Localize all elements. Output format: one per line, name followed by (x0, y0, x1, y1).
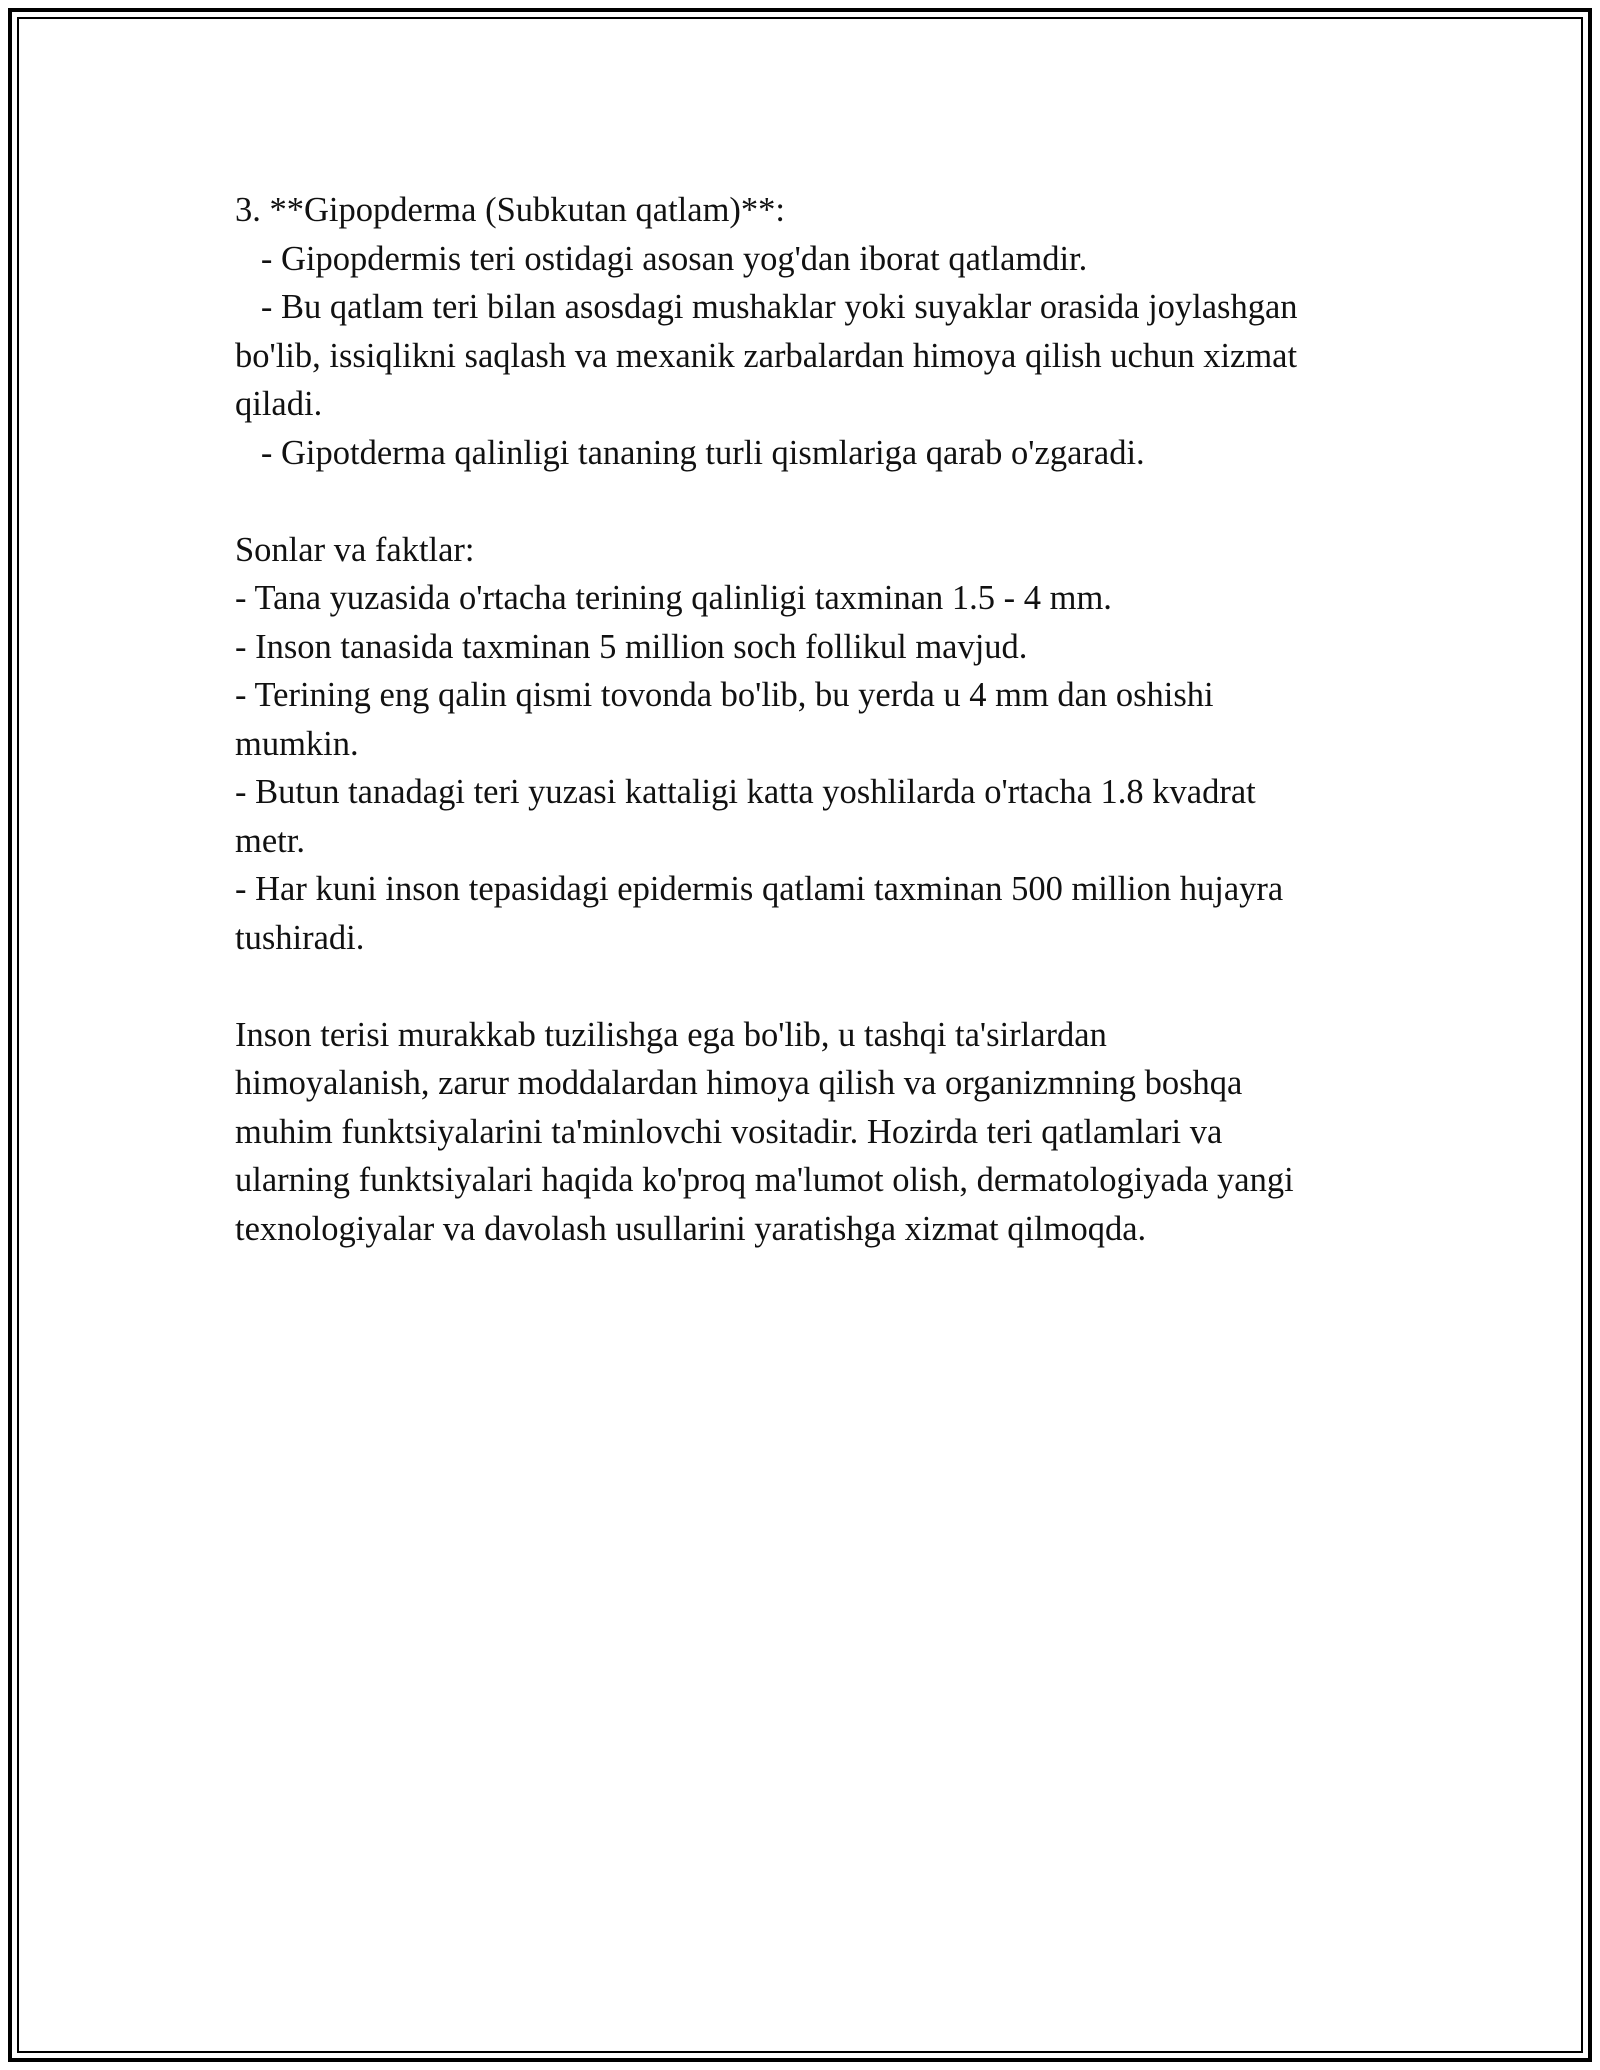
section-conclusion (235, 1011, 1375, 1254)
list-item-continuation: mumkin. (235, 724, 359, 763)
paragraph-line: texnologiyalar va davolash usullarini yaratishga xizmat qilmoqda. (235, 1209, 1147, 1248)
spacer (235, 477, 1375, 526)
list-item-continuation: metr. (235, 821, 305, 860)
paragraph-line: - Gipotderma qalinligi tananing turli qismlariga qarab o'zgaradi. (235, 433, 1145, 472)
section-facts (235, 526, 1375, 963)
list-item: - Inson tanasida taxminan 5 million soch follikul mavjud. (235, 627, 1028, 666)
section-heading: 3. **Gipopderma (Subkutan qatlam)**: (235, 191, 785, 229)
paragraph-line: - Gipopdermis teri ostidagi asosan yog'dan iborat qatlamdir. (235, 239, 1088, 278)
list-item: - Terining eng qalin qismi tovonda bo'lib, bu yerda u 4 mm dan oshishi (235, 676, 1214, 714)
paragraph-line: himoyalanish, zarur moddalardan himoya qilish va organizmning boshqa (235, 1064, 1243, 1102)
section-heading: Sonlar va faktlar: (235, 530, 475, 569)
paragraph-line: Inson terisi murakkab tuzilishga ega bo'lib, u tashqi ta'sirlardan (235, 1015, 1107, 1054)
list-item: - Butun tanadagi teri yuzasi kattaligi katta yoshlilarda o'rtacha 1.8 kvadrat (235, 773, 1256, 811)
paragraph-line: - Bu qatlam teri bilan asosdagi mushaklar yoki suyaklar orasida joylashgan (235, 288, 1298, 326)
list-item: - Har kuni inson tepasidagi epidermis qatlami taxminan 500 million hujayra (235, 870, 1284, 908)
paragraph-line: ularning funktsiyalari haqida ko'proq ma'lumot olish, dermatologiyada yangi (235, 1161, 1294, 1199)
spacer (235, 962, 1375, 1011)
list-item-continuation: tushiradi. (235, 918, 365, 957)
section-gipopderma (235, 186, 1375, 477)
paragraph-line: bo'lib, issiqlikni saqlash va mexanik zarbalardan himoya qilish uchun xizmat (235, 336, 1298, 375)
list-item: - Tana yuzasida o'rtacha terining qalinligi taxminan 1.5 - 4 mm. (235, 579, 1112, 617)
paragraph-line: qiladi. (235, 385, 323, 423)
document-body (235, 186, 1375, 1253)
paragraph-line: muhim funktsiyalarini ta'minlovchi vositadir. Hozirda teri qatlamlari va (235, 1112, 1223, 1151)
